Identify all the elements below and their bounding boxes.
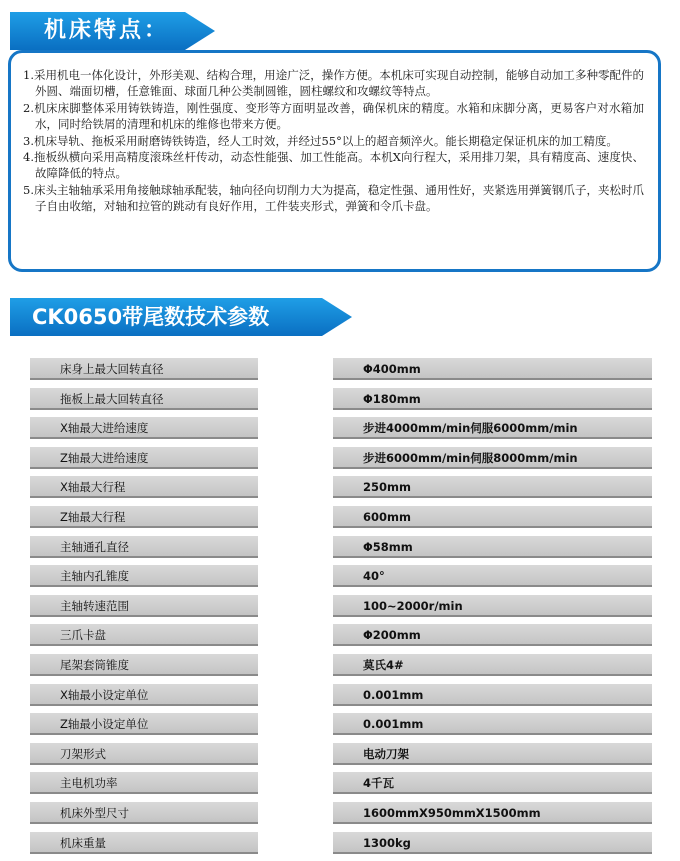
spec-row xyxy=(30,504,652,534)
spec-row xyxy=(30,800,652,830)
spec-label: 机床外型尺寸 xyxy=(30,802,258,824)
spec-label: 刀架形式 xyxy=(30,743,258,765)
spec-row xyxy=(30,356,652,386)
spec-label: Z轴最大进给速度 xyxy=(30,447,258,469)
spec-value: 600mm xyxy=(333,506,652,528)
spec-label: X轴最小设定单位 xyxy=(30,684,258,706)
spec-label: 主电机功率 xyxy=(30,772,258,794)
spec-row xyxy=(30,830,652,860)
spec-label: 三爪卡盘 xyxy=(30,624,258,646)
feature-item: 4.拖板纵横向采用高精度滚珠丝杆传动，动态性能强、加工性能高。本机X向行程大，采用排刀架，具有精度高、速度快、故障降低的特点。 xyxy=(23,150,644,181)
features-box xyxy=(8,50,661,272)
spec-label: 主轴转速范围 xyxy=(30,595,258,617)
spec-row xyxy=(30,534,652,564)
spec-label: X轴最大行程 xyxy=(30,476,258,498)
spec-label: 床身上最大回转直径 xyxy=(30,358,258,380)
feature-item: 5.床头主轴轴承采用角接触球轴承配装，轴向径向切削力大为提高，稳定性强、通用性好，夹紧选用弹簧钢爪子，夹松时爪子自由收缩，对轴和拉管的跳动有良好作用，工件装夹形式，弹簧和令爪卡盘。 xyxy=(23,182,644,214)
spec-value: 步进6000mm/min伺服8000mm/min xyxy=(333,447,652,469)
spec-value: Φ180mm xyxy=(333,388,652,410)
spec-row xyxy=(30,682,652,712)
feature-item: 2.机床床脚整体采用铸铁铸造，刚性强度、变形等方面明显改善，确保机床的精度。水箱和床脚分离，更易客户对水箱加水，同时给铁屑的清理和机床的维修也带来方便。 xyxy=(23,100,644,132)
spec-label: Z轴最大行程 xyxy=(30,506,258,528)
spec-value: 40° xyxy=(333,565,652,587)
spec-value: Φ400mm xyxy=(333,358,652,380)
spec-value: 100~2000r/min xyxy=(333,595,652,617)
spec-value: Φ200mm xyxy=(333,624,652,646)
spec-row xyxy=(30,474,652,504)
spec-row xyxy=(30,593,652,623)
spec-value: 4千瓦 xyxy=(333,772,652,794)
features-banner xyxy=(10,12,215,50)
spec-value: 步进4000mm/min伺服6000mm/min xyxy=(333,417,652,439)
spec-value: 莫氏4# xyxy=(333,654,652,676)
spec-row xyxy=(30,386,652,416)
spec-value: 0.001mm xyxy=(333,713,652,735)
specs-title: CK0650带尾数技术参数 xyxy=(32,305,270,329)
spec-row xyxy=(30,652,652,682)
spec-label: 主轴通孔直径 xyxy=(30,536,258,558)
spec-row xyxy=(30,770,652,800)
spec-value: 1600mmX950mmX1500mm xyxy=(333,802,652,824)
spec-label: 尾架套筒锥度 xyxy=(30,654,258,676)
spec-row xyxy=(30,622,652,652)
feature-item: 3.机床导轨、拖板采用耐磨铸铁铸造，经人工时效，并经过55°以上的超音频淬火。能长期稳定保证机床的加工精度。 xyxy=(23,133,618,148)
feature-item: 1.采用机电一体化设计，外形美观、结构合理，用途广泛，操作方便。本机床可实现自动控制，能够自动加工多种零配件的外圆、端面切槽，任意锥面、球面几种公类制圆锥，圆柱螺纹和攻螺纹等特点。 xyxy=(23,68,644,99)
spec-row xyxy=(30,711,652,741)
spec-label: 主轴内孔锥度 xyxy=(30,565,258,587)
spec-value: 0.001mm xyxy=(333,684,652,706)
spec-row xyxy=(30,563,652,593)
features-title: 机床特点： xyxy=(44,18,170,43)
spec-row xyxy=(30,741,652,771)
spec-row xyxy=(30,415,652,445)
spec-value: 电动刀架 xyxy=(333,743,652,765)
spec-label: X轴最大进给速度 xyxy=(30,417,258,439)
specs-banner xyxy=(10,298,352,336)
spec-label: Z轴最小设定单位 xyxy=(30,713,258,735)
spec-value: 1300kg xyxy=(333,832,652,854)
spec-value: 250mm xyxy=(333,476,652,498)
spec-label: 机床重量 xyxy=(30,832,258,854)
spec-row xyxy=(30,445,652,475)
spec-label: 拖板上最大回转直径 xyxy=(30,388,258,410)
spec-table xyxy=(30,356,652,859)
feature-list xyxy=(23,67,644,215)
spec-value: Φ58mm xyxy=(333,536,652,558)
